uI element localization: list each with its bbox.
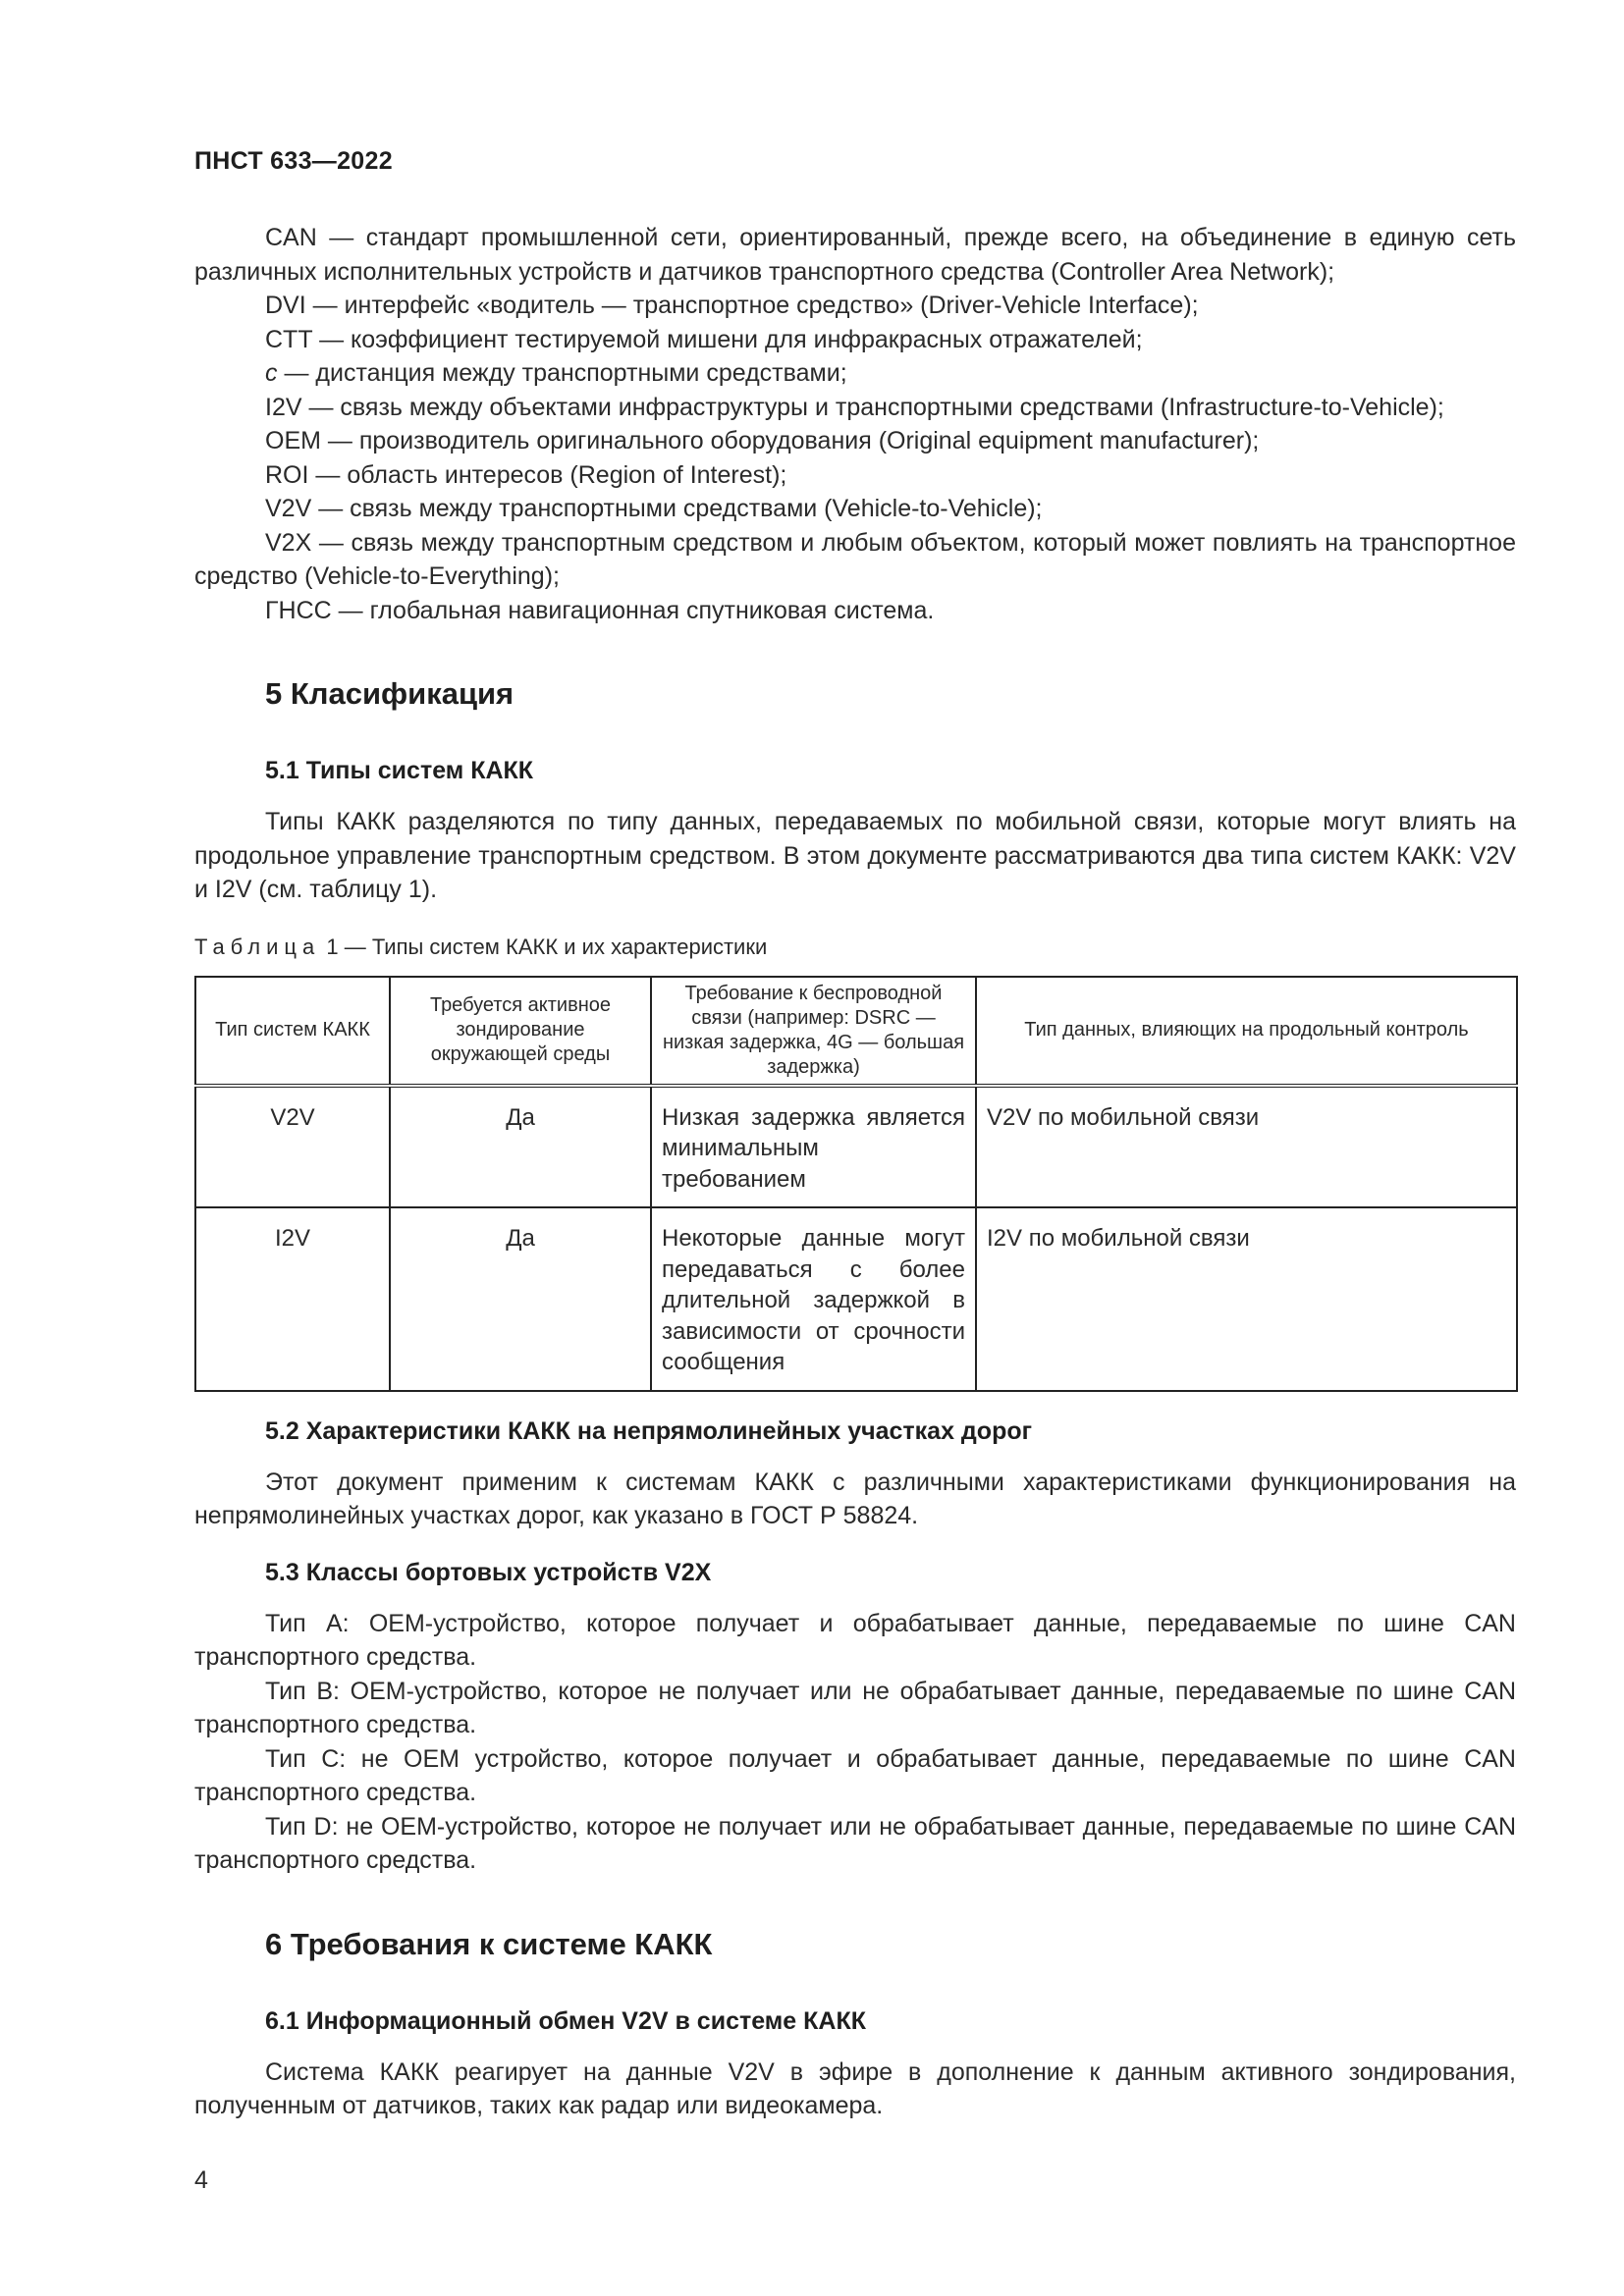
abbr-can: CAN — стандарт промышленной сети, ориентированный, прежде всего, на объединение в единую сеть различных исполнительных устройств и датчиков транспортного средства (Controller Area Network); xyxy=(194,224,1516,286)
table-caption-text: 1 — Типы систем КАКК и их характеристики xyxy=(320,934,768,959)
section-5-1-paragraph: Типы КАКК разделяются по типу данных, передаваемых по мобильной связи, которые могут влиять на продольное управление транспортным средством. В этом документе рассматриваются два типа систем КАКК: V2V и I2V (см. таблицу 1). xyxy=(194,808,1516,903)
table-1-caption xyxy=(194,934,1516,960)
table-header-cell: Требуется активное зондирование окружающей среды xyxy=(390,977,651,1086)
table-header-cell: Требование к беспроводной связи (например: DSRC — низкая задержка, 4G — большая задержка) xyxy=(651,977,976,1086)
device-class-type-a: Тип A: OEM-устройство, которое получает и обрабатывает данные, передаваемые по шине CAN транспортного средства. xyxy=(194,1609,1516,1671)
abbr-roi: ROI — область интересов (Region of Interest); xyxy=(265,460,787,489)
section-5-2-heading: 5.2 Характеристики КАКК на непрямолинейных участках дорог xyxy=(265,1416,1033,1445)
section-5-2-paragraph: Этот документ применим к системам КАКК с различными характеристиками функционирования на непрямолинейных участках дорог, как указано в ГОСТ Р 58824. xyxy=(194,1468,1516,1529)
device-class-type-d: Тип D: не OEM-устройство, которое не получает или не обрабатывает данные, передаваемые по шине CAN транспортного средства. xyxy=(194,1812,1516,1874)
table-cell: Да xyxy=(390,1207,651,1391)
table-cell: Низкая задержка является минимальным требованием xyxy=(651,1086,976,1208)
abbr-v2v: V2V — связь между транспортными средствами (Vehicle-to-Vehicle); xyxy=(265,495,1043,522)
abbr-gnss: ГНСС — глобальная навигационная спутниковая система. xyxy=(265,596,935,624)
table-cell: Да xyxy=(390,1086,651,1208)
table-cell: I2V xyxy=(195,1207,390,1391)
table-cell: Некоторые данные могут передаваться с более длительной задержкой в зависимости от срочности сообщения xyxy=(651,1207,976,1391)
abbreviations-list xyxy=(194,221,1516,627)
section-5-1-heading: 5.1 Типы систем КАКК xyxy=(265,757,534,784)
table-header-row xyxy=(195,977,1517,1086)
abbr-c xyxy=(194,356,1516,391)
device-class-type-c: Тип C: не OEM устройство, которое получает и обрабатывает данные, передаваемые по шине CAN транспортного средства. xyxy=(194,1744,1516,1806)
table-header-cell: Тип данных, влияющих на продольный контроль xyxy=(976,977,1517,1086)
table-cell: V2V по мобильной связи xyxy=(976,1086,1517,1208)
table-caption-word: Таблица xyxy=(194,934,321,959)
section-6-1-paragraph: Система КАКК реагирует на данные V2V в эфире в дополнение к данным активного зондирования, полученным от датчиков, таких как радар или видеокамера. xyxy=(194,2057,1516,2119)
page-number: 4 xyxy=(194,2166,208,2194)
device-class-type-b: Тип B: OEM-устройство, которое не получает или не обрабатывает данные, передаваемые по шине CAN транспортного средства. xyxy=(194,1677,1516,1738)
abbr-oem: OEM — производитель оригинального оборудования (Original equipment manufacturer); xyxy=(265,427,1260,454)
table-cell: V2V xyxy=(195,1086,390,1208)
abbr-dvi: DVI — интерфейс «водитель — транспортное средство» (Driver-Vehicle Interface); xyxy=(265,292,1199,319)
section-5-heading: 5 Класификация xyxy=(265,676,514,711)
document-page xyxy=(194,147,1516,2123)
table-row xyxy=(195,1207,1517,1391)
document-header: ПНСТ 633—2022 xyxy=(194,147,393,175)
abbr-ctt: CTT — коэффициент тестируемой мишени для инфракрасных отражателей; xyxy=(265,325,1143,353)
table-1 xyxy=(194,976,1518,1392)
abbr-c-text: — дистанция между транспортными средствами; xyxy=(277,359,847,387)
table-cell: I2V по мобильной связи xyxy=(976,1207,1517,1391)
abbr-c-term: c xyxy=(265,359,278,387)
abbr-v2x: V2X — связь между транспортным средством и любым объектом, который может повлиять на транспортное средство (Vehicle-to-Everything); xyxy=(194,528,1516,590)
section-6-heading: 6 Требования к системе КАКК xyxy=(265,1926,713,1961)
abbr-i2v: I2V — связь между объектами инфраструктуры и транспортными средствами (Infrastructure-to-Vehicle); xyxy=(265,393,1444,421)
table-row xyxy=(195,1086,1517,1208)
section-5-3-heading: 5.3 Классы бортовых устройств V2X xyxy=(265,1558,712,1586)
table-header-cell: Тип систем КАКК xyxy=(195,977,390,1086)
section-6-1-heading: 6.1 Информационный обмен V2V в системе КАКК xyxy=(265,2006,866,2035)
